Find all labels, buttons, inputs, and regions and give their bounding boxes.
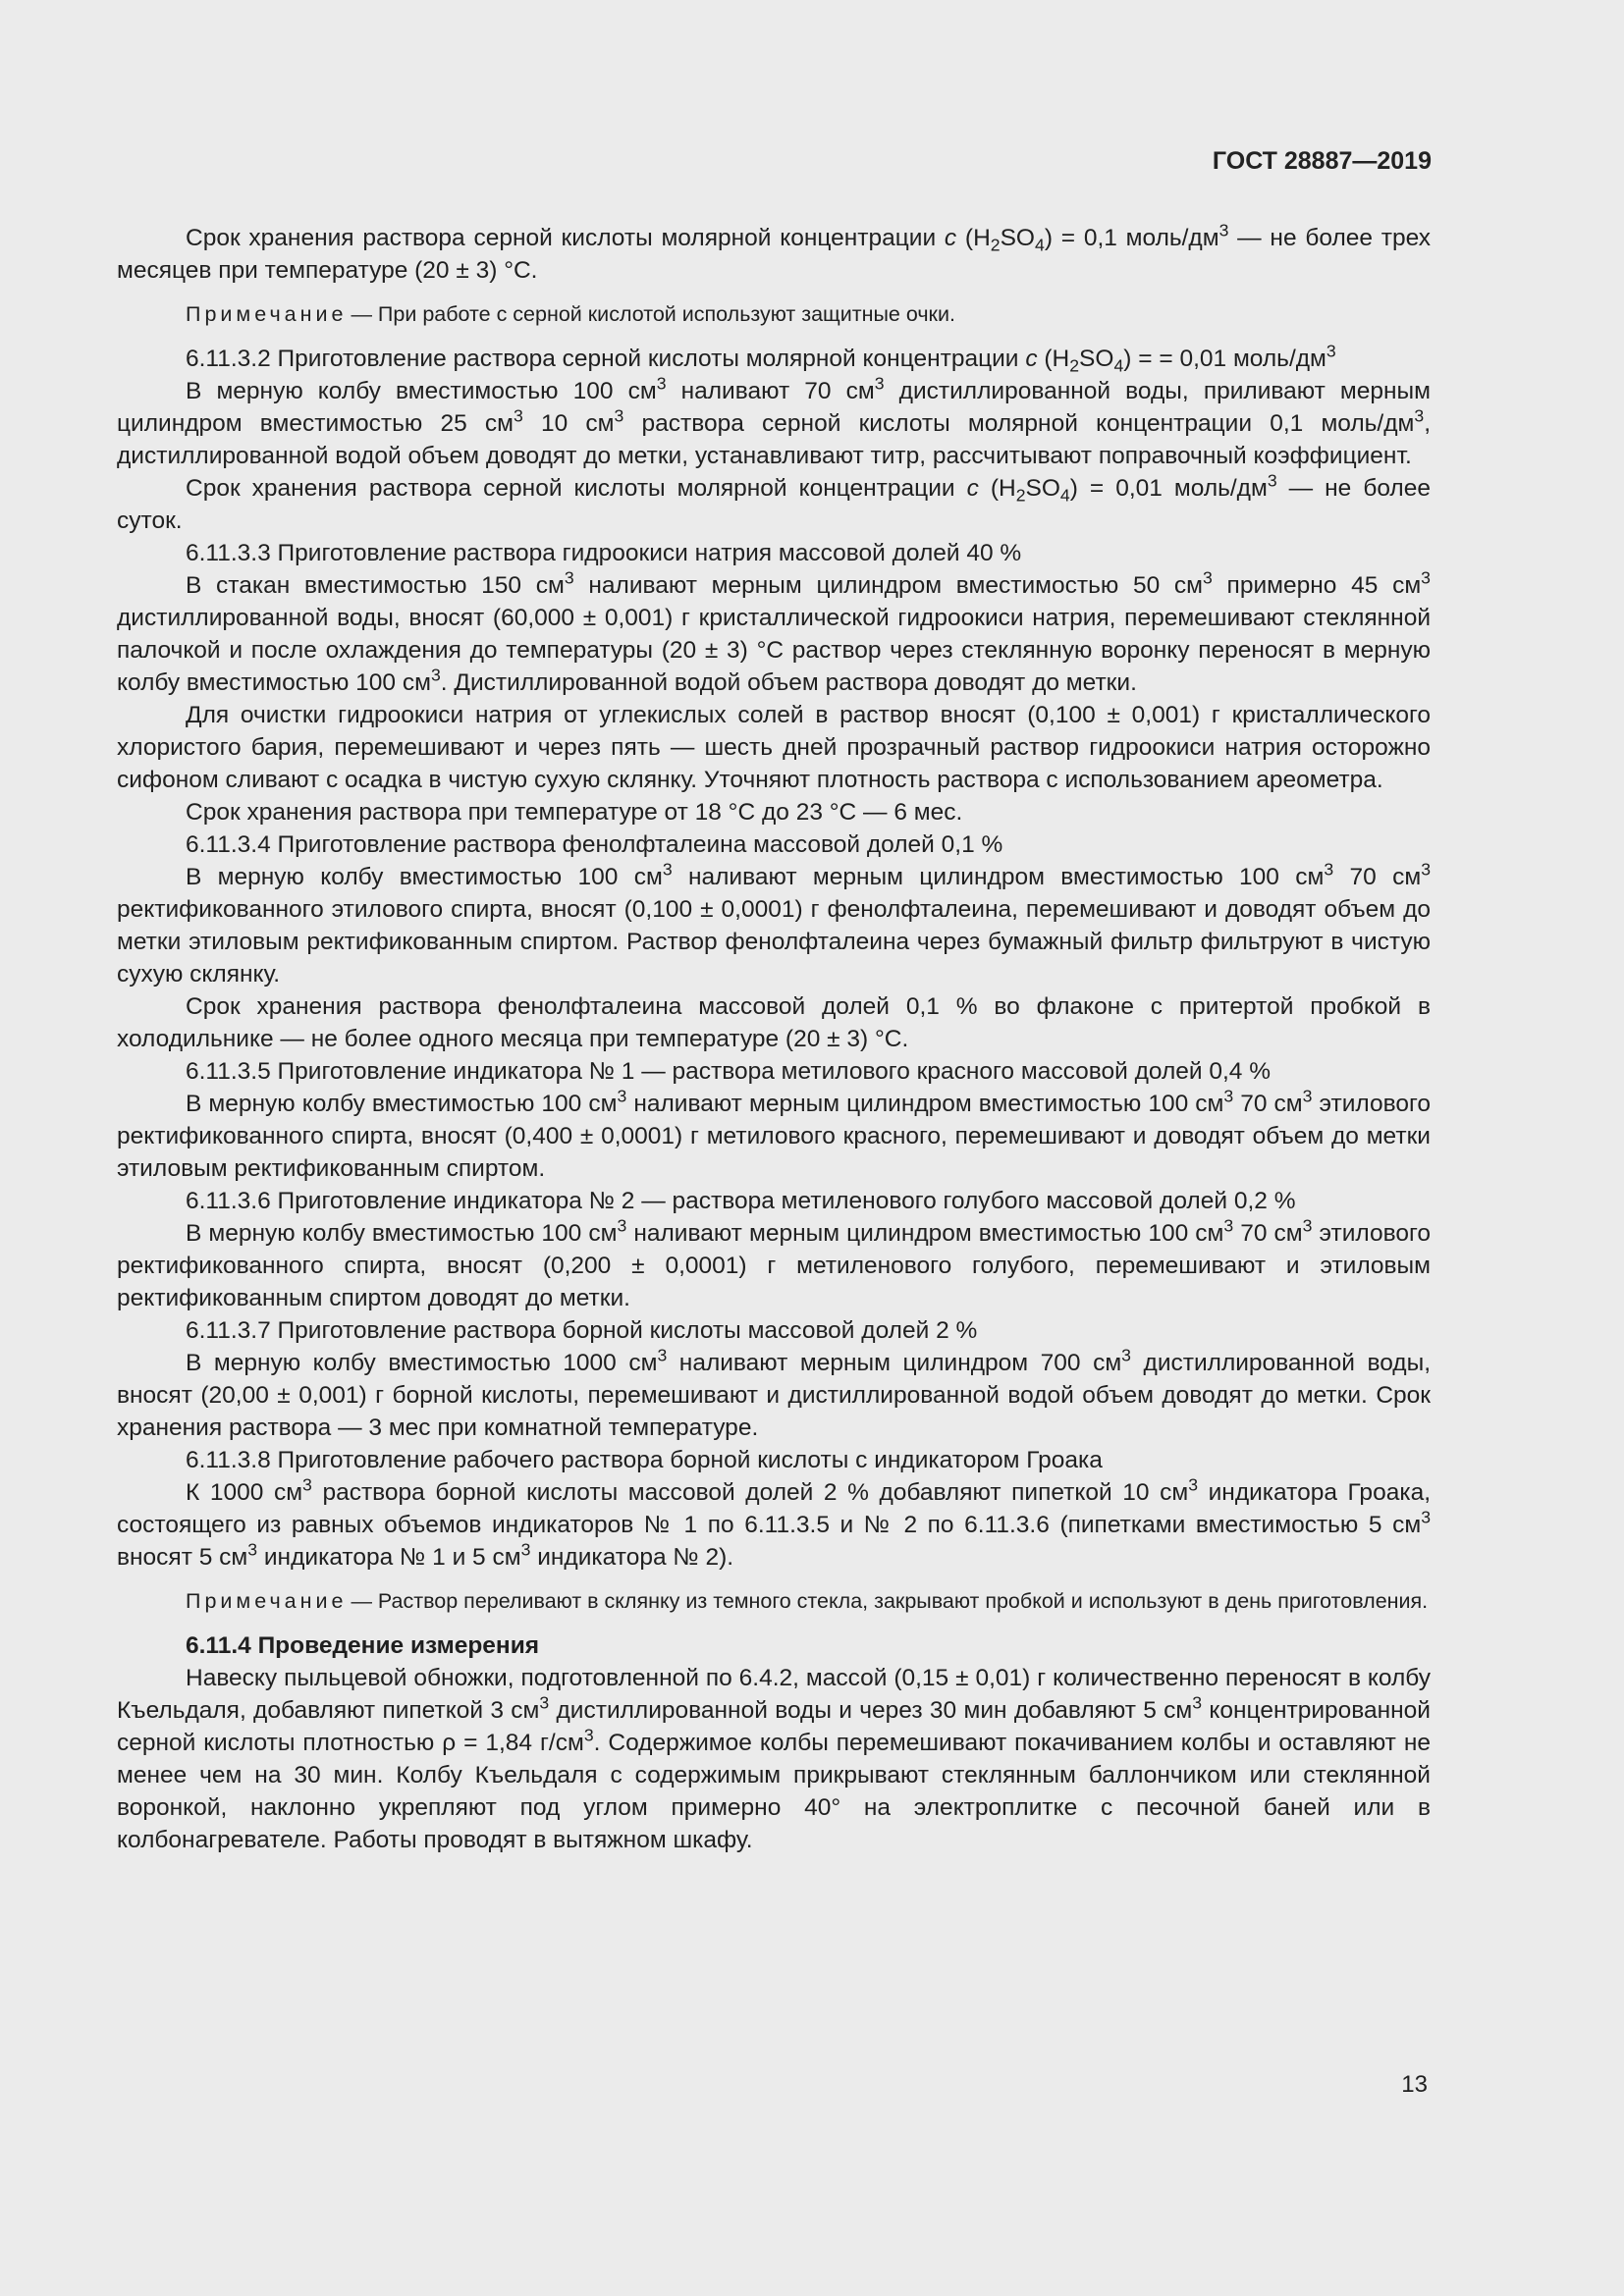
section-6-11-3-2: 6.11.3.2 Приготовление раствора серной кислоты молярной концентрации c $(H_2SO_4)$ = = 0,01 моль/$дм^3$ — [186, 341, 1336, 376]
page-number: 13 — [1401, 2071, 1428, 2098]
note-2: Примечание — Раствор переливают в склянку из темного стекла, закрывают пробкой и используют в день приготовления. — [186, 1589, 1429, 1613]
note-label: Примечание — [186, 302, 348, 326]
document-header: ГОСТ 28887—2019 — [1212, 147, 1432, 175]
paragraph-storage-0-1: Срок хранения раствора серной кислоты молярной концентрации c $(H_2SO_4) = 0,1$ моль/$дм^3$ — не более трех месяцев при температуре (20 ± 3) °С. — [117, 220, 1431, 284]
paragraph-storage-0-01: Срок хранения раствора серной кислоты молярной концентрации c $(H_2SO_4) = 0,01$ моль/$дм^3$ — не более суток. — [117, 470, 1431, 534]
paragraph-measurement: Навеску пыльцевой обножки, подготовленной по 6.4.2, массой (0,15 ± 0,01) г количественно переносят в колбу Къельдаля, добавляют пипеткой 3 $см^3$ дистиллированной воды и через 30 мин добавляют 5 $см^3$ концентрированной серной кислоты плотностью ρ = 1,84 $г/см^3$. Содержимое колбы перемешивают покачиванием колбы и оставляют не менее чем на 30 мин. Колбу Къельдаля с содержимым прикрывают стеклянным баллончиком или стеклянной воронкой, наклонно укрепляют под углом примерно 40° на электроплитке с песочной баней или в колбонагревателе. Работы проводят в вытяжном шкафу. — [117, 1665, 1431, 1853]
paragraph-indicator-2-prep: В мерную колбу вместимостью 100 $см^3$ наливают мерным цилиндром вместимостью 100 $см^3$ 70 $см^3$ этилового ректификованного спирта, вносят (0,200 ± 0,0001) г метиленового голубого, перемешивают и этиловым ректификованным спиртом доводят до метки. — [117, 1215, 1431, 1311]
paragraph-prep-0-01: В мерную колбу вместимостью 100 $см^3$ наливают 70 $см^3$ дистиллированной воды, приливают мерным цилиндром вместимостью 25 $см^3$ 10 $см^3$ раствора серной кислоты молярной концентрации 0,1 моль/$дм^3$, дистиллированной водой объем доводят до метки, устанавливают титр, рассчитывают поправочный коэффициент. — [117, 373, 1432, 469]
paragraph-indicator-1-prep: В мерную колбу вместимостью 100 $см^3$ наливают мерным цилиндром вместимостью 100 $см^3$ 70 $см^3$ этилового ректификованного спирта, вносят (0,400 ± 0,0001) г метилового красного, перемешивают и доводят объем до метки этиловым ректификованным спиртом. — [117, 1086, 1431, 1182]
paragraph-phenolphthalein-storage: Срок хранения раствора фенолфталеина массовой долей 0,1 % во флаконе с притертой пробкой в холодильнике — не более одного месяца при температуре (20 ± 3) °С. — [117, 993, 1431, 1052]
note-1: Примечание — При работе с серной кислотой используют защитные очки. — [186, 302, 955, 326]
section-6-11-3-3: 6.11.3.3 Приготовление раствора гидроокиси натрия массовой долей 40 % — [186, 540, 1022, 566]
paragraph-phenolphthalein-prep: В мерную колбу вместимостью 100 $см^3$ наливают мерным цилиндром вместимостью 100 $см^3$ 70 $см^3$ ректификованного этилового спирта, вносят (0,100 ± 0,0001) г фенолфталеина, перемешивают и доводят объем до метки этиловым ректификованным спиртом. Раствор фенолфталеина через бумажный фильтр фильтруют в чистую сухую склянку. — [117, 859, 1431, 988]
paragraph-groak-indicator: К 1000 $см^3$ раствора борной кислоты массовой долей 2 % добавляют пипеткой 10 $см^3$ индикатора Гроака, состоящего из равных объемов индикаторов № 1 по 6.11.3.5 и № 2 по 6.11.3.6 (пипетками вместимостью 5 $см^3$ вносят 5 $см^3$ индикатора № 1 и 5 $см^3$ индикатора № 2). — [117, 1474, 1432, 1571]
section-6-11-3-5: 6.11.3.5 Приготовление индикатора № 1 — раствора метилового красного массовой долей 0,4 % — [186, 1058, 1272, 1085]
section-6-11-3-7: 6.11.3.7 Приготовление раствора борной кислоты массовой долей 2 % — [186, 1317, 978, 1344]
paragraph-naoh-prep: В стакан вместимостью 150 $см^3$ наливают мерным цилиндром вместимостью 50 $см^3$ примерно 45 $см^3$ дистиллированной воды, вносят (60,000 ± 0,001) г кристаллической гидроокиси натрия, перемешивают стеклянной палочкой и после охлаждения до температуры (20 ± 3) °С раствор через стеклянную воронку переносят в мерную колбу вместимостью 100 $см^3$. Дистиллированной водой объем раствора доводят до метки. — [117, 567, 1431, 696]
section-6-11-4: 6.11.4 Проведение измерения — [186, 1632, 540, 1659]
section-6-11-3-6: 6.11.3.6 Приготовление индикатора № 2 — раствора метиленового голубого массовой долей 0,2 % — [186, 1188, 1296, 1214]
document-body — [117, 222, 1431, 1856]
section-6-11-3-8: 6.11.3.8 Приготовление рабочего раствора борной кислоты с индикатором Гроака — [186, 1447, 1103, 1473]
note-label: Примечание — [186, 1589, 348, 1613]
paragraph-naoh-storage: Срок хранения раствора при температуре от 18 °С до 23 °С — 6 мес. — [186, 799, 963, 826]
section-6-11-3-4: 6.11.3.4 Приготовление раствора фенолфталеина массовой долей 0,1 % — [186, 831, 1003, 858]
paragraph-boric-acid-prep: В мерную колбу вместимостью 1000 $см^3$ наливают мерным цилиндром 700 $см^3$ дистиллированной воды, вносят (20,00 ± 0,001) г борной кислоты, перемешивают и дистиллированной водой объем доводят до метки. Срок хранения раствора — 3 мес при комнатной температуре. — [117, 1345, 1432, 1441]
paragraph-naoh-purification: Для очистки гидроокиси натрия от углекислых солей в раствор вносят (0,100 ± 0,001) г кристаллического хлористого бария, перемешивают и через пять — шесть дней прозрачный раствор гидроокиси натрия осторожно сифоном сливают с осадка в чистую сухую склянку. Уточняют плотность раствора с использованием ареометра. — [117, 702, 1431, 793]
